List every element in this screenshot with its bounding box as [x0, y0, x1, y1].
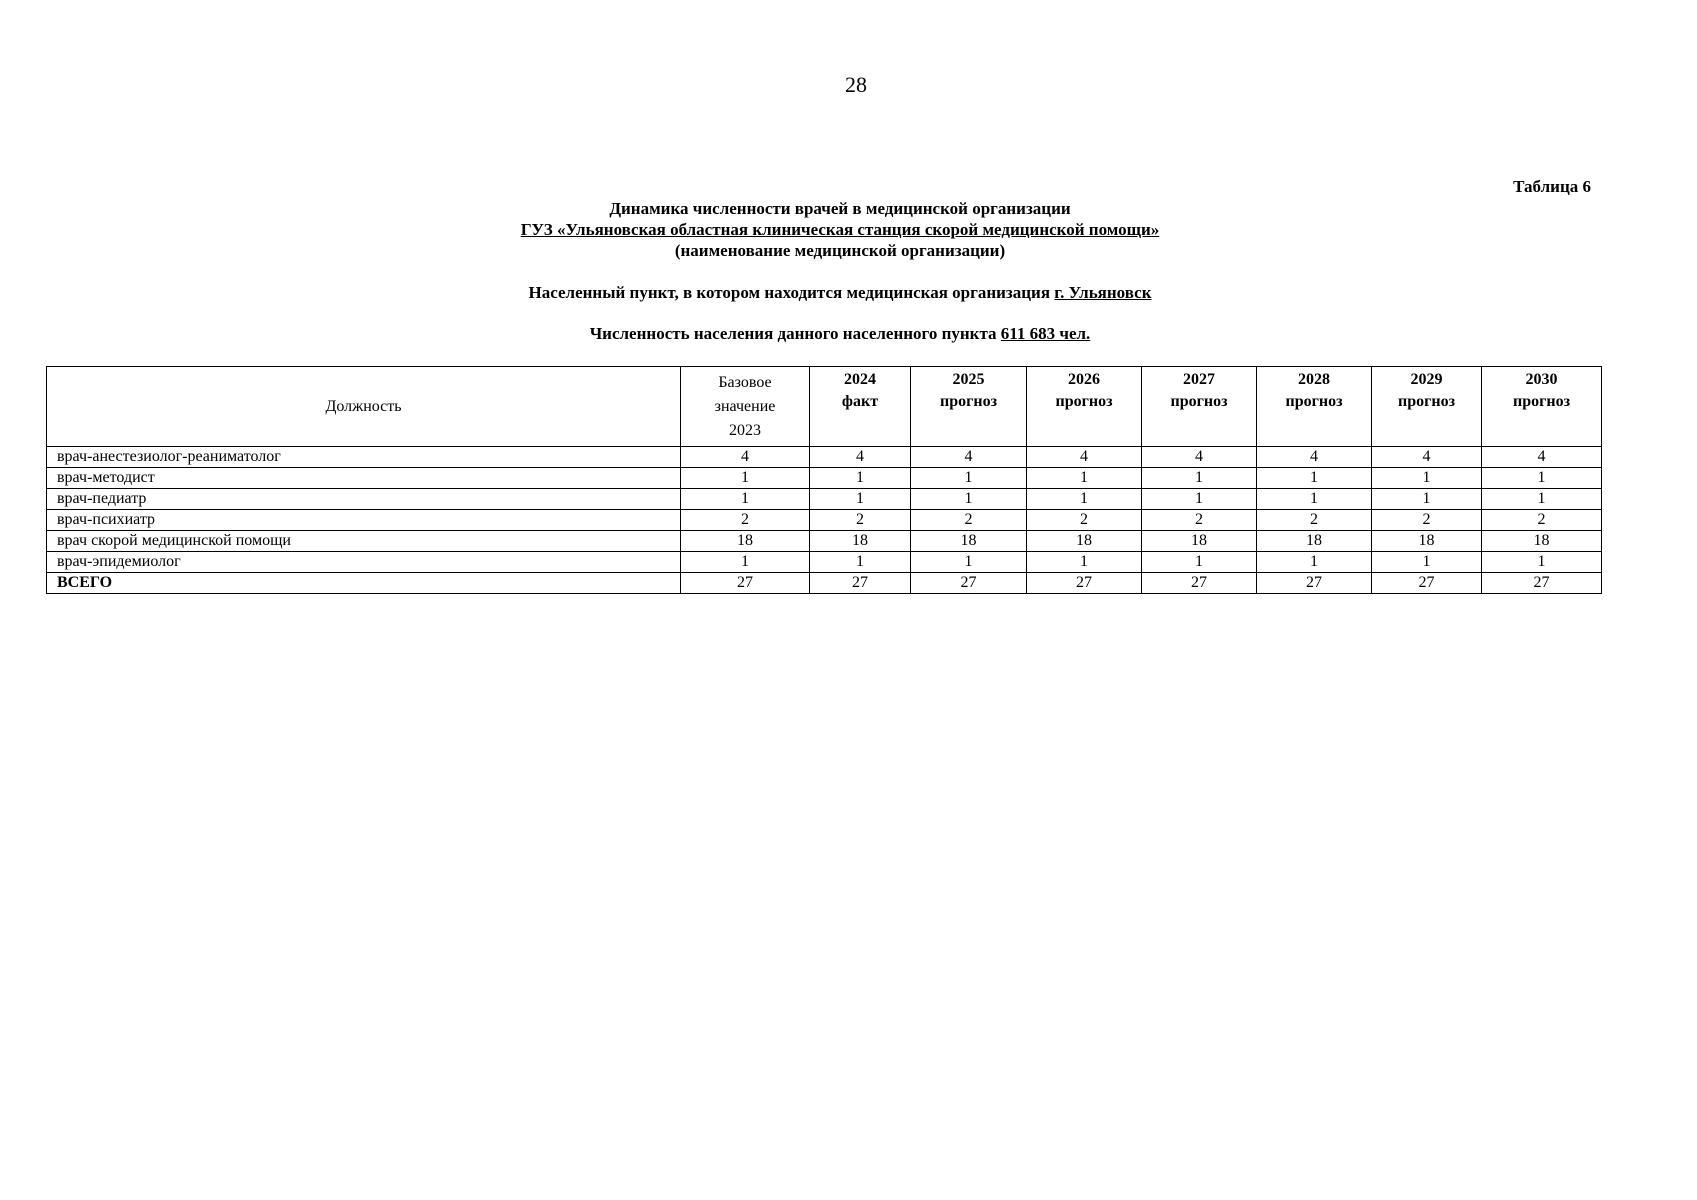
table-row	[47, 489, 1602, 510]
table-cell: 1	[1372, 489, 1482, 510]
table-row	[47, 552, 1602, 573]
table-cell: 1	[810, 468, 911, 489]
position-header: Должность	[47, 367, 681, 447]
table-cell: 18	[810, 531, 911, 552]
table-cell: 1	[1142, 489, 1257, 510]
table-cell: 4	[1482, 447, 1602, 468]
table-cell: 2	[810, 510, 911, 531]
position-name: врач-анестезиолог-реаниматолог	[47, 447, 681, 468]
table-cell: 2	[1142, 510, 1257, 531]
year-header: 2024 факт	[810, 367, 911, 447]
table-cell: 18	[1257, 531, 1372, 552]
table-cell: 1	[681, 468, 810, 489]
table-row	[47, 447, 1602, 468]
table-cell: 1	[810, 552, 911, 573]
settlement-line	[0, 283, 1680, 303]
table-cell: 18	[1027, 531, 1142, 552]
page-number: 28	[845, 72, 867, 97]
base-value-header: Базовое значение 2023	[681, 367, 810, 447]
settlement-label: Населенный пункт, в котором находится медицинская организация	[528, 283, 1051, 302]
table-cell: 1	[1482, 489, 1602, 510]
table-cell: 18	[1372, 531, 1482, 552]
table-cell: 4	[681, 447, 810, 468]
table-cell: 4	[1372, 447, 1482, 468]
position-name: врач скорой медицинской помощи	[47, 531, 681, 552]
year-header: 2026 прогноз	[1027, 367, 1142, 447]
table-cell: 1	[911, 489, 1027, 510]
doctors-table	[46, 366, 1602, 594]
table-row	[47, 531, 1602, 552]
table-row	[47, 510, 1602, 531]
total-cell: 27	[1482, 573, 1602, 594]
year-header: 2025 прогноз	[911, 367, 1027, 447]
title-block	[0, 198, 1680, 261]
table-cell: 2	[1372, 510, 1482, 531]
table-cell: 18	[1142, 531, 1257, 552]
total-cell: 27	[681, 573, 810, 594]
population-label: Численность населения данного населенного пункта	[589, 324, 997, 343]
year-header: 2029 прогноз	[1372, 367, 1482, 447]
table-cell: 1	[1372, 552, 1482, 573]
year-header: 2030 прогноз	[1482, 367, 1602, 447]
position-name: врач-эпидемиолог	[47, 552, 681, 573]
total-cell: 27	[1372, 573, 1482, 594]
title-line: Динамика численности врачей в медицинской организации	[609, 199, 1071, 218]
table-cell: 1	[1482, 468, 1602, 489]
table-cell: 1	[1027, 468, 1142, 489]
table-cell: 2	[1027, 510, 1142, 531]
table-cell: 4	[810, 447, 911, 468]
table-cell: 1	[681, 552, 810, 573]
year-header: 2028 прогноз	[1257, 367, 1372, 447]
table-cell: 1	[911, 468, 1027, 489]
year-header: 2027 прогноз	[1142, 367, 1257, 447]
organization-caption: (наименование медицинской организации)	[674, 241, 1006, 260]
table-label: Таблица 6	[1513, 177, 1591, 196]
total-cell: 27	[810, 573, 911, 594]
table-cell: 1	[1027, 552, 1142, 573]
total-cell: 27	[911, 573, 1027, 594]
table-cell: 4	[911, 447, 1027, 468]
table-cell: 1	[911, 552, 1027, 573]
position-name: врач-педиатр	[47, 489, 681, 510]
table-cell: 1	[1027, 489, 1142, 510]
table-cell: 1	[1257, 489, 1372, 510]
table-cell: 4	[1142, 447, 1257, 468]
organization-name: ГУЗ «Ульяновская областная клиническая станция скорой медицинской помощи»	[520, 220, 1160, 239]
total-label: ВСЕГО	[47, 573, 681, 594]
table-cell: 4	[1257, 447, 1372, 468]
total-cell: 27	[1142, 573, 1257, 594]
table-cell: 2	[681, 510, 810, 531]
table-cell: 18	[681, 531, 810, 552]
table-cell: 18	[1482, 531, 1602, 552]
total-row	[47, 573, 1602, 594]
table-cell: 1	[1482, 552, 1602, 573]
table-cell: 4	[1027, 447, 1142, 468]
header-row	[47, 367, 1602, 447]
table-cell: 18	[911, 531, 1027, 552]
population-value: 611 683 чел.	[1000, 324, 1091, 343]
table-cell: 1	[1257, 468, 1372, 489]
table-cell: 1	[1142, 468, 1257, 489]
total-cell: 27	[1027, 573, 1142, 594]
total-cell: 27	[1257, 573, 1372, 594]
table-cell: 2	[1257, 510, 1372, 531]
settlement-value: г. Ульяновск	[1054, 283, 1152, 302]
table-cell: 1	[1142, 552, 1257, 573]
population-line	[0, 324, 1680, 344]
table-cell: 1	[1257, 552, 1372, 573]
table-cell: 2	[911, 510, 1027, 531]
table-cell: 1	[681, 489, 810, 510]
table-row	[47, 468, 1602, 489]
position-name: врач-психиатр	[47, 510, 681, 531]
table-cell: 1	[810, 489, 911, 510]
position-name: врач-методист	[47, 468, 681, 489]
table-cell: 1	[1372, 468, 1482, 489]
table-cell: 2	[1482, 510, 1602, 531]
